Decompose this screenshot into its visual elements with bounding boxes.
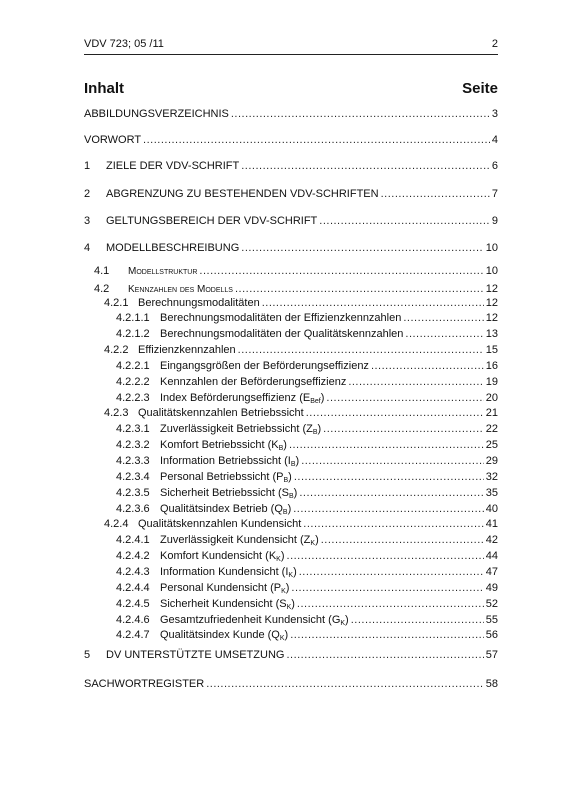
toc-entry-title-suffix: ) xyxy=(280,550,285,562)
toc-dot-leader xyxy=(319,215,490,227)
toc-entry-number: 4.2.4.5 xyxy=(116,598,150,610)
toc-entry-subscript: K xyxy=(276,556,281,563)
toc-entry-title-text: VORWORT xyxy=(84,134,142,146)
toc-entry-title-text: Effizienzkennzahlen xyxy=(138,344,236,356)
toc-entry-title xyxy=(160,629,288,642)
toc-entry-title-suffix: ) xyxy=(293,566,297,578)
toc-dot-leader xyxy=(238,344,484,356)
toc-entry-title-text: ABBILDUNGSVERZEICHNIS xyxy=(84,108,229,120)
toc-entry-number: 4.2.3.6 xyxy=(116,503,150,515)
toc-entry-title-text: Komfort Kundensicht (K xyxy=(160,550,277,562)
toc-entry-number: 4.2.2.3 xyxy=(116,392,150,404)
toc-entry-title xyxy=(160,614,349,627)
toc-dot-leader xyxy=(199,265,483,277)
toc-entry[interactable] xyxy=(84,215,498,229)
toc-entry-title xyxy=(160,328,403,340)
toc-dot-leader xyxy=(306,407,484,419)
toc-entry-page: 44 xyxy=(485,550,498,562)
toc-entry-number: 4.2.3.4 xyxy=(116,471,150,483)
toc-entry-subscript: K xyxy=(310,540,316,547)
toc-entry-number: 4.2.4.1 xyxy=(116,534,150,546)
toc-entry-title xyxy=(160,439,287,452)
toc-entry-subscript: B xyxy=(283,477,289,484)
toc-entry-title-suffix: ) xyxy=(320,392,325,404)
toc-entry-title-suffix: ) xyxy=(283,439,287,451)
toc-entry-title xyxy=(138,297,260,309)
toc-entry-page: 40 xyxy=(485,503,498,515)
toc-entry-title xyxy=(160,312,401,324)
toc-entry-number: 5 xyxy=(84,649,91,661)
toc-entry-title xyxy=(138,344,236,356)
toc-entry-title-text: Qualitätskennzahlen Kundensicht xyxy=(138,518,302,530)
toc-dot-leader xyxy=(143,134,490,146)
toc-entry-number: 1 xyxy=(84,160,91,172)
toc-entry-title xyxy=(160,503,291,516)
toc-entry-title xyxy=(138,518,301,530)
toc-entry[interactable] xyxy=(84,392,498,406)
toc-entry[interactable] xyxy=(84,134,498,148)
toc-entry[interactable] xyxy=(84,439,498,453)
toc-entry[interactable] xyxy=(84,629,498,643)
toc-entry-number: 3 xyxy=(84,215,91,227)
toc-dot-leader xyxy=(405,328,483,340)
toc-entry[interactable] xyxy=(84,242,498,256)
toc-dot-leader xyxy=(321,534,484,546)
toc-entry-number: 4.2.4.6 xyxy=(116,614,150,626)
toc-entry-title-suffix: ) xyxy=(285,582,290,594)
toc-entry-subscript: B xyxy=(278,445,284,452)
toc-entry-number: 4.2.3.2 xyxy=(116,439,150,451)
toc-dot-leader xyxy=(297,598,484,610)
toc-entry-title xyxy=(106,649,284,661)
toc-entry-subscript: B xyxy=(290,461,296,468)
toc-entry-subscript: K xyxy=(340,620,346,627)
toc-entry-page: 16 xyxy=(485,360,498,372)
toc-entry-title-text: Berechnungsmodalitäten der Qualitätskennzahlen xyxy=(160,328,404,340)
toc-dot-leader xyxy=(326,392,483,404)
toc-entry-subscript: K xyxy=(279,635,285,642)
toc-entry[interactable] xyxy=(84,265,498,279)
toc-entry-title-text: Personal Betriebssicht (P xyxy=(160,471,284,483)
toc-entry-page: 4 xyxy=(491,134,498,146)
toc-entry-title-text: Information Kundensicht (I xyxy=(160,566,289,578)
toc-entry-title-text: Kennzahlen der Beförderungseffizienz xyxy=(160,376,347,388)
toc-dot-leader xyxy=(323,423,484,435)
toc-entry[interactable] xyxy=(84,360,498,374)
toc-entry-page: 32 xyxy=(485,471,498,483)
toc-entry-title-text: Sicherheit Kundensicht (S xyxy=(160,598,287,610)
toc-entry[interactable] xyxy=(84,487,498,501)
toc-entry[interactable] xyxy=(84,108,498,122)
toc-entry-number: 4.2.3.3 xyxy=(116,455,150,467)
toc-entry[interactable] xyxy=(84,550,498,564)
toc-entry-page: 42 xyxy=(485,534,498,546)
toc-entry-page: 47 xyxy=(485,566,498,578)
toc-entry[interactable] xyxy=(84,407,498,421)
toc-entry-page: 6 xyxy=(491,160,498,172)
toc-entry-page: 3 xyxy=(491,108,498,120)
toc-entry-title xyxy=(160,423,321,436)
toc-entry-number: 4.2 xyxy=(94,283,110,295)
toc-entry-title-text: Sicherheit Betriebssicht (S xyxy=(160,487,289,499)
toc-entry-subscript: B xyxy=(289,493,294,500)
header-doc-id: VDV 723; 05 /11 xyxy=(84,38,164,50)
toc-entry[interactable] xyxy=(84,471,498,485)
toc-entry-number: 4 xyxy=(84,242,91,254)
toc-entry-title xyxy=(160,487,297,500)
toc-entry-page: 13 xyxy=(485,328,498,340)
toc-entry-title-text: Gesamtzufriedenheit Kundensicht (G xyxy=(160,614,341,626)
toc-entry-subscript: B xyxy=(282,509,288,516)
toc-entry-page: 9 xyxy=(491,215,498,227)
toc-entry-title-suffix: ) xyxy=(317,423,322,435)
toc-dot-leader xyxy=(289,439,484,451)
toc-entry[interactable] xyxy=(84,566,498,580)
toc-entry-title-text: Zuverlässigkeit Kundensicht (Z xyxy=(160,534,311,546)
toc-entry[interactable] xyxy=(84,297,498,311)
toc-entry-title-text: Komfort Betriebssicht (K xyxy=(160,439,279,451)
toc-entry-title-text: ZIELE DER VDV-SCHRIFT xyxy=(106,160,240,172)
toc-entry-title xyxy=(84,678,204,690)
toc-entry-number: 4.2.3.1 xyxy=(116,423,150,435)
toc-dot-leader xyxy=(290,629,484,641)
toc-entry-title xyxy=(128,266,197,277)
toc-entry-page: 35 xyxy=(485,487,498,499)
toc-entry[interactable] xyxy=(84,518,498,532)
toc-entry-title-text: Berechnungsmodalitäten xyxy=(138,297,260,309)
toc-entry[interactable] xyxy=(84,423,498,437)
toc-entry-title-text: Qualitätskennzahlen Betriebssicht xyxy=(138,407,304,419)
toc-title: Inhalt xyxy=(84,80,124,97)
toc-entry-title-text: Personal Kundensicht (P xyxy=(160,582,282,594)
toc-dot-leader xyxy=(231,108,490,120)
toc-entry-page: 20 xyxy=(485,392,498,404)
toc-entry-page: 29 xyxy=(485,455,498,467)
toc-entry[interactable] xyxy=(84,328,498,342)
toc-entry-title xyxy=(160,360,369,372)
toc-entry[interactable] xyxy=(84,598,498,612)
toc-entry-title-suffix: ) xyxy=(345,614,349,626)
toc-entry-title xyxy=(160,471,292,484)
toc-entry-title-suffix: ) xyxy=(288,471,292,483)
toc-entry-page: 25 xyxy=(485,439,498,451)
toc-entry-number: 4.2.4.4 xyxy=(116,582,150,594)
toc-entry[interactable] xyxy=(84,649,498,663)
toc-entry-title xyxy=(84,134,141,146)
toc-entry[interactable] xyxy=(84,455,498,469)
toc-entry-title-text: Index Beförderungseffizienz (E xyxy=(160,392,311,404)
toc-entry-page: 19 xyxy=(485,376,498,388)
toc-entry[interactable] xyxy=(84,344,498,358)
toc-entry-page: 10 xyxy=(485,265,498,277)
toc-entry-number: 4.2.2.2 xyxy=(116,376,150,388)
toc-entry-title xyxy=(106,242,239,254)
toc-page-column-label: Seite xyxy=(462,80,498,97)
toc-entry-page: 7 xyxy=(491,188,498,200)
toc-dot-leader xyxy=(301,455,484,467)
toc-dot-leader xyxy=(381,188,490,200)
header-page-number: 2 xyxy=(491,38,498,50)
toc-entry-page: 15 xyxy=(485,344,498,356)
toc-entry-page: 41 xyxy=(485,518,498,530)
toc-entry-number: 4.2.2.1 xyxy=(116,360,150,372)
toc-dot-leader xyxy=(287,550,484,562)
toc-entry-title-text: Berechnungsmodalitäten der Effizienzkennzahlen xyxy=(160,312,402,324)
toc-entry-subscript: B xyxy=(312,429,318,436)
toc-entry-page: 49 xyxy=(485,582,498,594)
toc-entry-title xyxy=(160,534,319,547)
toc-entry-title-text: Qualitätsindex Betrieb (Q xyxy=(160,503,283,515)
toc-entry-number: 4.2.4 xyxy=(104,518,129,530)
toc-entry-title xyxy=(138,407,304,419)
toc-entry-page: 56 xyxy=(485,629,498,641)
toc-dot-leader xyxy=(348,376,483,388)
toc-entry-number: 4.1 xyxy=(94,265,110,277)
toc-dot-leader xyxy=(206,678,484,690)
toc-entry-title-text: Eingangsgrößen der Beförderungseffizienz xyxy=(160,360,369,372)
toc-entry-title xyxy=(106,188,379,200)
toc-entry[interactable] xyxy=(84,160,498,174)
toc-dot-leader xyxy=(293,503,484,515)
toc-entry-page: 58 xyxy=(485,678,498,690)
toc-entry[interactable] xyxy=(84,582,498,596)
toc-entry-title-text: Modellstruktur xyxy=(128,266,198,277)
toc-entry-number: 4.2.2 xyxy=(104,344,129,356)
toc-entry-title xyxy=(160,582,289,595)
toc-entry-subscript: K xyxy=(288,572,294,579)
toc-dot-leader xyxy=(351,614,484,626)
toc-dot-leader xyxy=(241,160,490,172)
toc-dot-leader xyxy=(286,649,483,661)
toc-entry-page: 12 xyxy=(485,312,498,324)
toc-entry-title-suffix: ) xyxy=(287,503,292,515)
toc-dot-leader xyxy=(299,566,484,578)
toc-dot-leader xyxy=(403,312,483,324)
toc-entry[interactable] xyxy=(84,312,498,326)
toc-entry-number: 4.2.4.7 xyxy=(116,629,150,641)
toc-dot-leader xyxy=(262,297,484,309)
toc-entry-title-text: GELTUNGSBEREICH DER VDV-SCHRIFT xyxy=(106,215,318,227)
toc-entry-title-suffix: ) xyxy=(315,534,319,546)
toc-entry-page: 21 xyxy=(485,407,498,419)
toc-entry-title xyxy=(160,550,285,563)
toc-entry-title-text: Zuverlässigkeit Betriebssicht (Z xyxy=(160,423,313,435)
toc-dot-leader xyxy=(294,471,484,483)
page-header xyxy=(84,38,498,55)
toc-entry[interactable] xyxy=(84,376,498,390)
toc-dot-leader xyxy=(371,360,484,372)
toc-entry[interactable] xyxy=(84,503,498,517)
toc-entry[interactable] xyxy=(84,534,498,548)
toc-entry-title-text: Qualitätsindex Kunde (Q xyxy=(160,629,280,641)
toc-entry-page: 12 xyxy=(485,297,498,309)
toc-dot-leader xyxy=(235,283,484,295)
toc-entry-number: 4.2.3 xyxy=(104,407,129,419)
toc-entry-title xyxy=(84,108,229,120)
toc-entry-title xyxy=(160,455,299,468)
toc-entry-title-suffix: ) xyxy=(293,487,298,499)
toc-entry[interactable] xyxy=(84,188,498,202)
toc-entry-title-text: Kennzahlen des Modells xyxy=(128,284,233,295)
toc-title-row xyxy=(84,80,498,97)
toc-entry-number: 2 xyxy=(84,188,91,200)
toc-entry-title xyxy=(160,392,324,405)
toc-entry-number: 4.2.4.2 xyxy=(116,550,150,562)
toc-entry-subscript: K xyxy=(281,588,286,595)
toc-entry-page: 57 xyxy=(485,649,498,661)
toc-dot-leader xyxy=(303,518,483,530)
toc-entry-page: 55 xyxy=(485,614,498,626)
toc-dot-leader xyxy=(241,242,483,254)
toc-entry-subscript: K xyxy=(286,604,292,611)
toc-entry[interactable] xyxy=(84,614,498,628)
toc-dot-leader xyxy=(291,582,483,594)
toc-entry-title-text: DV UNTERSTÜTZTE UMSETZUNG xyxy=(106,649,285,661)
toc-entry-title-text: ABGRENZUNG ZU BESTEHENDEN VDV-SCHRIFTEN xyxy=(106,188,379,200)
toc-entry-number: 4.2.4.3 xyxy=(116,566,150,578)
toc-entry-title xyxy=(106,215,317,227)
toc-entry-title xyxy=(128,284,233,295)
toc-entry-title-suffix: ) xyxy=(291,598,295,610)
toc-entry-page: 12 xyxy=(485,283,498,295)
toc-entry-title-text: Information Betriebssicht (I xyxy=(160,455,291,467)
toc-entry-title-text: MODELLBESCHREIBUNG xyxy=(106,242,240,254)
toc-entry[interactable] xyxy=(84,283,498,297)
toc-entry-page: 52 xyxy=(485,598,498,610)
toc-entry-number: 4.2.3.5 xyxy=(116,487,150,499)
toc-entry-number: 4.2.1 xyxy=(104,297,129,309)
toc-entry-page: 10 xyxy=(485,242,498,254)
toc-entry-title xyxy=(106,160,239,172)
toc-entry-title-suffix: ) xyxy=(295,455,300,467)
toc-entry-title xyxy=(160,598,295,611)
toc-entry-number: 4.2.1.2 xyxy=(116,328,150,340)
toc-entry-title-suffix: ) xyxy=(284,629,289,641)
toc-entry-title xyxy=(160,376,346,388)
toc-entry-page: 22 xyxy=(485,423,498,435)
toc-entry-subscript: Bef xyxy=(310,398,321,405)
toc-entry-title-text: SACHWORTREGISTER xyxy=(84,678,205,690)
toc-entry-number: 4.2.1.1 xyxy=(116,312,150,324)
toc-entry[interactable] xyxy=(84,678,498,692)
toc-entry-title xyxy=(160,566,297,579)
toc-dot-leader xyxy=(299,487,483,499)
